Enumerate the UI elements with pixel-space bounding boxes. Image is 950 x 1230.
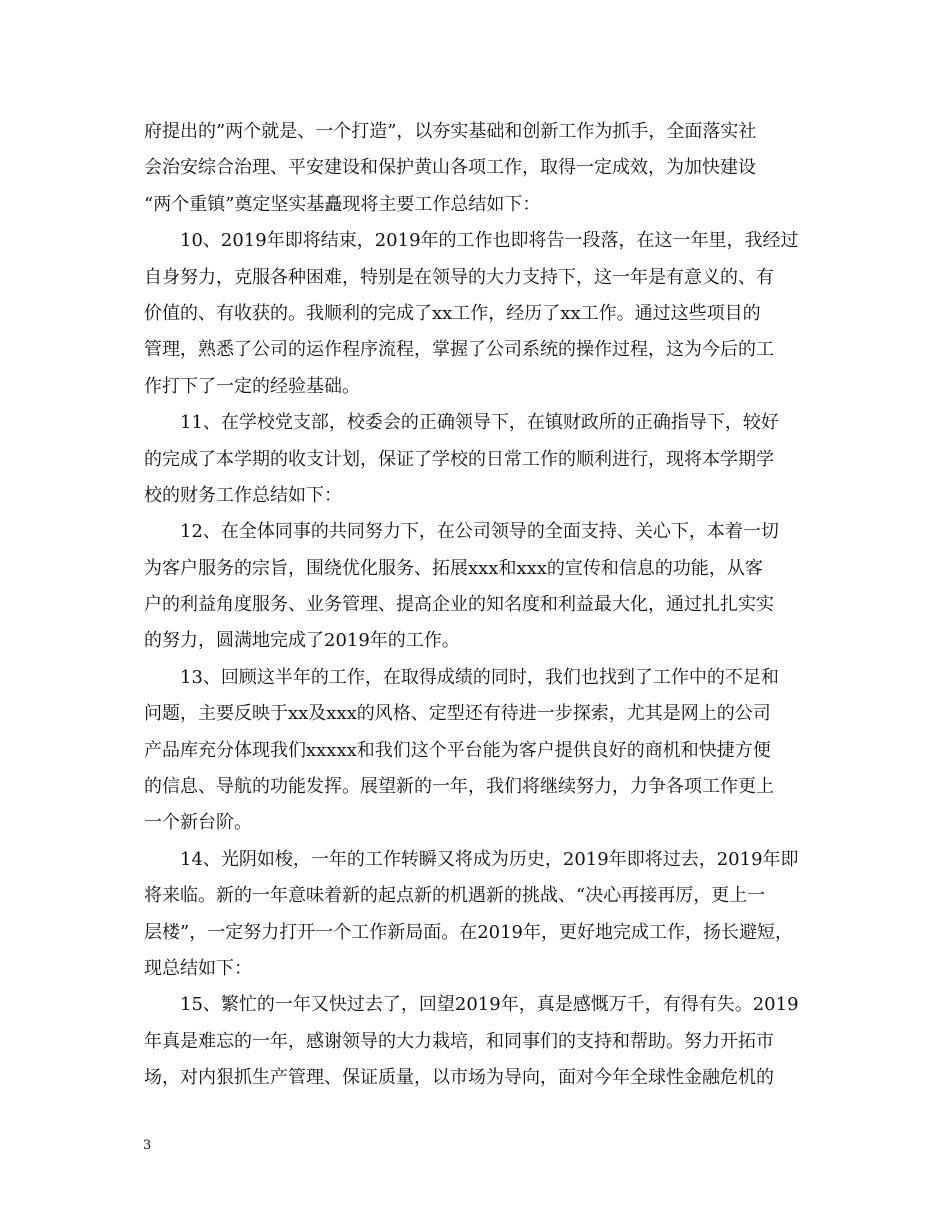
text-line: 年真是难忘的一年，感谢领导的大力栽培，和同事们的支持和帮助。努力开拓市 bbox=[144, 1030, 774, 1052]
text-line: 12、在全体同事的共同努力下，在公司领导的全面支持、关心下，本着一切 bbox=[180, 521, 779, 543]
text-line: 为客户服务的宗旨，围绕优化服务、拓展xxx和xxx的宣传和信息的功能，从客 bbox=[144, 557, 763, 579]
text-line: 的完成了本学期的收支计划，保证了学校的日常工作的顺利进行，现将本学期学 bbox=[144, 448, 774, 470]
text-line: 会治安综合治理、平安建设和保护黄山各项工作，取得一定成效，为加快建设 bbox=[144, 157, 756, 179]
text-line: 府提出的”两个就是、一个打造”，以夯实基础和创新工作为抓手，全面落实社 bbox=[144, 121, 757, 142]
text-line: 作打下了一定的经验基础。 bbox=[144, 375, 360, 397]
text-line: 一个新台阶。 bbox=[144, 812, 252, 834]
text-line: 校的财务工作总结如下： bbox=[144, 484, 342, 506]
text-line: 自身努力，克服各种困难，特别是在领导的大力支持下，这一年是有意义的、有 bbox=[144, 266, 774, 288]
text-line: 层楼”，一定努力打开一个工作新局面。在2019年，更好地完成工作，扬长避短， bbox=[144, 921, 794, 943]
text-line: 10、2019年即将结束，2019年的工作也即将告一段落，在这一年里，我经过 bbox=[180, 230, 799, 252]
text-line: 户的利益角度服务、业务管理、提高企业的知名度和利益最大化，通过扎扎实实 bbox=[144, 594, 774, 616]
text-line: 的努力，圆满地完成了2019年的工作。 bbox=[144, 630, 460, 652]
text-line: 现总结如下： bbox=[144, 957, 252, 979]
text-line: 价值的、有收获的。我顺利的完成了xx工作，经历了xx工作。通过这些项目的 bbox=[144, 302, 761, 324]
text-line: “两个重镇”奠定坚实基矗现将主要工作总结如下： bbox=[144, 193, 541, 215]
text-line: 将来临。新的一年意味着新的起点新的机遇新的挑战、“决心再接再厉，更上一 bbox=[144, 885, 766, 907]
text-line: 15、繁忙的一年又快过去了，回望2019年，真是感慨万千，有得有失。2019 bbox=[180, 994, 799, 1016]
text-line: 14、光阴如梭，一年的工作转瞬又将成为历史，2019年即将过去，2019年即 bbox=[180, 848, 799, 870]
text-line: 产品库充分体现我们xxxxx和我们这个平台能为客户提供良好的商机和快捷方便 bbox=[144, 739, 771, 761]
document-body bbox=[144, 114, 812, 1097]
text-line: 管理，熟悉了公司的运作程序流程，掌握了公司系统的操作过程，这为今后的工 bbox=[144, 339, 774, 361]
text-line: 场，对内狠抓生产管理、保证质量，以市场为导向，面对今年全球性金融危机的 bbox=[144, 1067, 774, 1089]
text-line: 13、回顾这半年的工作，在取得成绩的同时，我们也找到了工作中的不足和 bbox=[180, 666, 779, 688]
page-number: 3 bbox=[143, 1138, 152, 1153]
text-line: 问题，主要反映于xx及xxx的风格、定型还有待进一步探索，尤其是网上的公司 bbox=[144, 703, 771, 725]
text-line: 的信息、导航的功能发挥。展望新的一年，我们将继续努力，力争各项工作更上 bbox=[144, 776, 774, 798]
text-line: 11、在学校党支部，校委会的正确领导下，在镇财政所的正确指导下，较好 bbox=[180, 412, 779, 434]
